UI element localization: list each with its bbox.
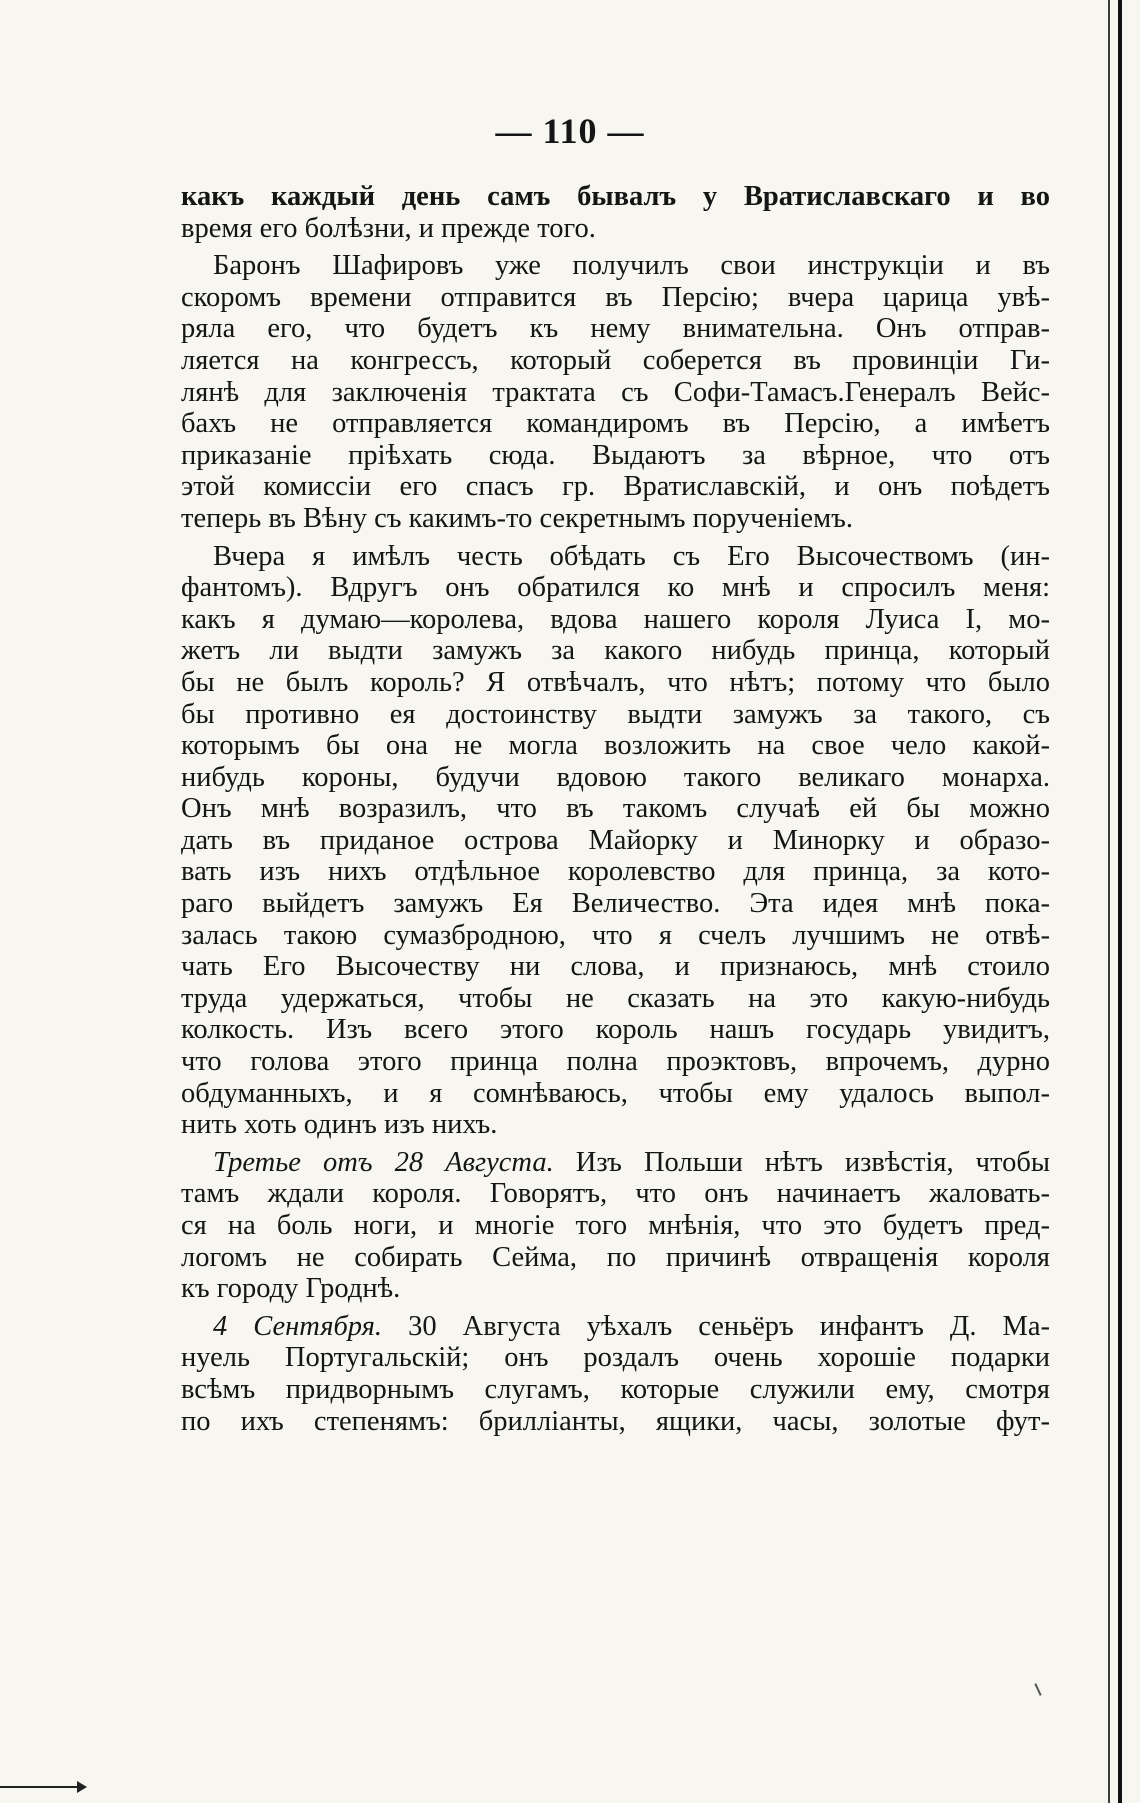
text-line [181,1342,1050,1374]
text-line-content: дать въ приданое острова Майорку и Минорку и образо- [181,824,1050,856]
text-line-content: нибудь короны, будучи вдовою такого великаго монарха. [181,761,1050,793]
text-line [181,1046,1050,1078]
text-line-content: труда удержаться, чтобы не сказать на это какую-нибудь [181,982,1050,1014]
text-line-content: какъ я думаю—королева, вдова нашего короля Луиса I, мо- [181,603,1050,635]
italic-date-heading: 4 Сентября. [213,1310,383,1342]
text-line-content: всѣмъ придворнымъ слугамъ, которые служили ему, смотря [181,1373,1050,1405]
text-line [181,503,1050,535]
text-line [181,408,1050,440]
text-line-content: логомъ не собирать Сейма, по причинѣ отвращенія короля [181,1241,1050,1273]
text-line-content: ляется на конгрессъ, который соберется въ провинціи Ги- [181,344,1050,376]
text-line-content: обдуманныхъ, и я сомнѣваюсь, чтобы ему удалось выпол- [181,1077,1050,1109]
text-line [181,181,1050,213]
text-line-content: скоромъ времени отправится въ Персію; вчера царица увѣ- [181,281,1050,313]
text-line-content: чать Его Высочеству ни слова, и признаюсь, мнѣ стоило [181,951,1050,983]
text-line-content: какъ каждый день самъ бывалъ у Вратиславскаго и во [181,181,1050,212]
text-line-content: ряла его, что будетъ къ нему внимательна. Онъ отправ- [181,313,1050,345]
text-line [181,888,1050,920]
text-line [181,951,1050,983]
text-line [181,983,1050,1015]
text-line-content: нуель Португальскій; онъ роздалъ очень хорошіе подарки [181,1342,1050,1374]
text-line-content: вать изъ нихъ отдѣльное королевство для принца, за кото- [181,856,1050,888]
text-line [181,345,1050,377]
text-line-content: тамъ ждали короля. Говорятъ, что онъ начинаетъ жаловать- [181,1178,1050,1210]
text-line-content: колкость. Изъ всего этого король нашъ государь увидитъ, [181,1014,1050,1046]
text-line [181,667,1050,699]
text-line [181,699,1050,731]
text-line [181,1311,1050,1343]
italic-date-heading: Третье отъ 28 Августа. [213,1146,554,1178]
text-line [181,213,1050,245]
text-line [181,793,1050,825]
page-binding-edge [1118,0,1122,1803]
text-line [181,1147,1050,1179]
text-line [181,1273,1050,1305]
text-line-content: по ихъ степенямъ: брилліанты, ящики, часы, золотые фут- [181,1405,1050,1437]
text-line-content: бахъ не отправляется командиромъ въ Персію, а имѣетъ [181,408,1050,440]
text-line [181,730,1050,762]
text-line [181,1374,1050,1406]
text-line [181,1406,1050,1438]
text-line-content: Онъ мнѣ возразилъ, что въ такомъ случаѣ ей бы можно [181,793,1050,825]
text-line-content: бы не былъ король? Я отвѣчалъ, что нѣтъ; потому что было [181,666,1050,698]
text-line-content: залась такою сумазбродною, что я счелъ лучшимъ не отвѣ- [181,919,1050,951]
text-line-content: Изъ Польши нѣтъ извѣстія, чтобы [553,1146,1050,1178]
text-line [181,635,1050,667]
text-line-content: время его болѣзни, и прежде того. [181,212,596,244]
text-line [181,604,1050,636]
text-line-content: Вчера я имѣлъ честь обѣдать съ Его Высочествомъ (ин- [213,540,1050,572]
text-line [181,1178,1050,1210]
page-text [181,181,1050,1437]
text-line-content: что голова этого принца полна проэктовъ, впрочемъ, дурно [181,1046,1050,1078]
text-line-content: этой комиссіи его спасъ гр. Вратиславскій, и онъ поѣдетъ [181,471,1050,503]
text-line [181,762,1050,794]
bottom-left-arrow-mark [77,1781,87,1793]
text-line-content: лянѣ для заключенія трактата съ Софи-Тамасъ.Генералъ Вейс- [181,376,1050,408]
text-line [181,856,1050,888]
text-line-content: жетъ ли выдти замужъ за какого нибудь принца, который [181,635,1050,667]
page-binding-shadow [1108,0,1110,1803]
text-line [181,377,1050,409]
text-line [181,282,1050,314]
text-line [181,572,1050,604]
text-line-content: теперь въ Вѣну съ какимъ-то секретнымъ порученіемъ. [181,502,853,534]
text-line-content: 30 Августа уѣхалъ сеньёръ инфантъ Д. Ма- [382,1310,1050,1342]
text-line [181,250,1050,282]
text-line [181,1078,1050,1110]
text-line [181,825,1050,857]
text-line-content: приказаніе пріѣхать сюда. Выдаютъ за вѣрное, что отъ [181,439,1050,471]
text-line [181,313,1050,345]
text-line [181,1109,1050,1141]
text-line [181,1210,1050,1242]
page-number: — 110 — [495,111,645,151]
text-line [181,440,1050,472]
text-line-content: къ городу Гроднѣ. [181,1273,401,1305]
text-line [181,471,1050,503]
text-line-content: бы противно ея достоинству выдти замужъ за такого, съ [181,698,1050,730]
text-line [181,1242,1050,1274]
text-line-content: нить хоть одинъ изъ нихъ. [181,1109,498,1141]
text-line-content: фантомъ). Вдругъ онъ обратился ко мнѣ и спросилъ меня: [181,572,1050,604]
text-line-content: раго выйдетъ замужъ Ея Величество. Эта идея мнѣ пока- [181,888,1050,920]
page-mark [1034,1683,1041,1696]
text-line-content: ся на боль ноги, и многіе того мнѣнія, что это будетъ пред- [181,1210,1050,1241]
text-line-content: Баронъ Шафировъ уже получилъ свои инструкціи и въ [213,250,1050,282]
text-line-content: которымъ бы она не могла возложить на свое чело какой- [181,730,1050,762]
text-line [181,541,1050,573]
text-line [181,1014,1050,1046]
text-line [181,920,1050,952]
bottom-left-mark [0,1786,80,1788]
